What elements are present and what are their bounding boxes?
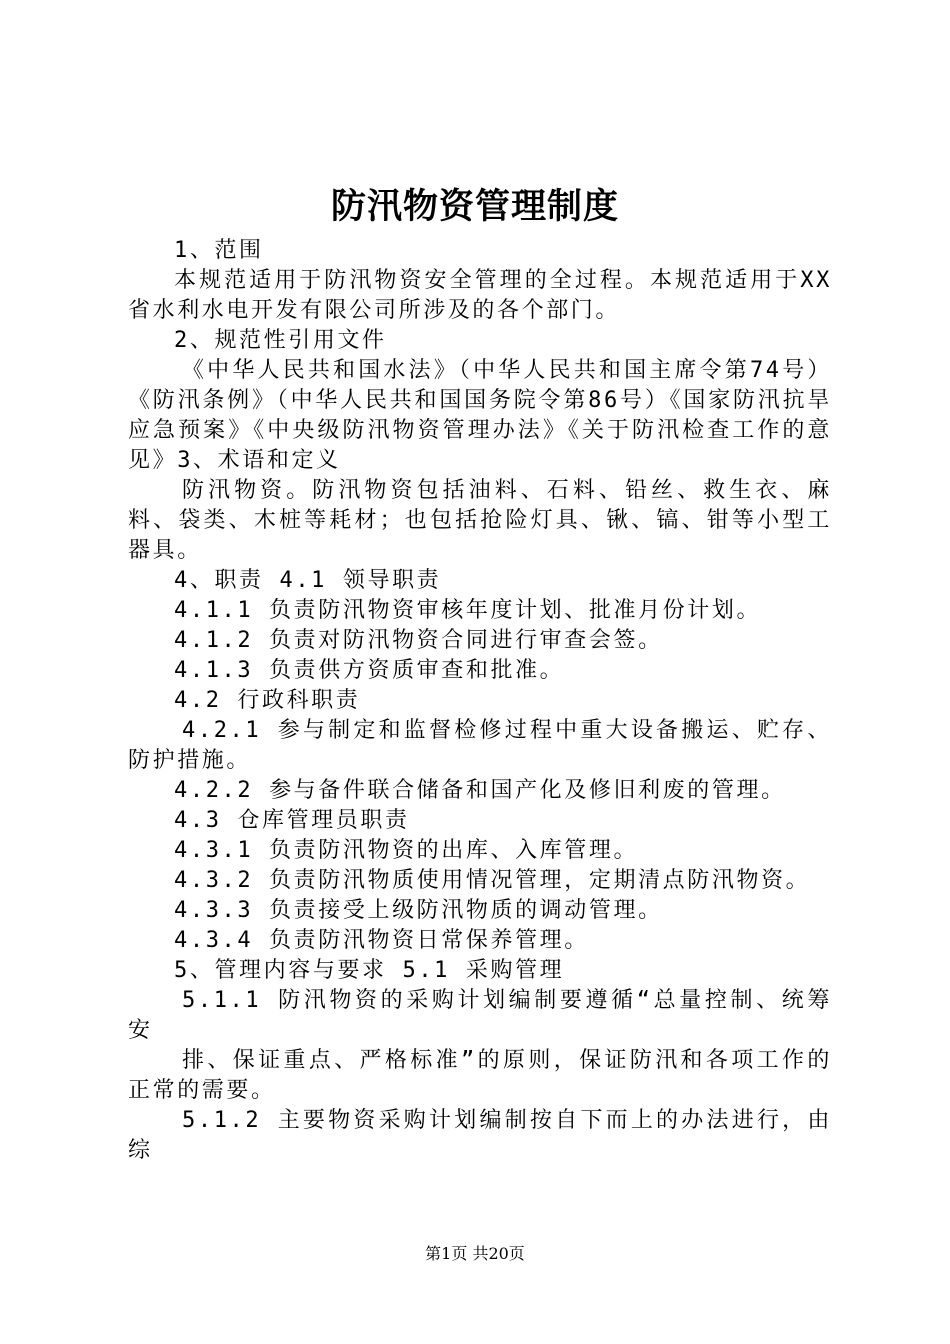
list-item-4-1-1: 4.1.1 负责防汛物资审核年度计划、批准月份计划。	[174, 598, 762, 623]
section-heading-management: 5、管理内容与要求 5.1 采购管理	[174, 958, 565, 983]
list-item-4-2-1: 4.2.1 参与制定和监督检修过程中重大设备搬运、贮存、防护措施。	[128, 718, 832, 773]
list-item-4-1-3: 4.1.3 负责供方资质审查和批准。	[174, 658, 565, 683]
paragraph-references: 《中华人民共和国水法》（中华人民共和国主席令第74号）《防汛条例》（中华人民共和国国务院令第86号）《国家防汛抗旱应急预案》《中央级防汛物资管理办法》《关于防汛检查工作的意见》3、术语和定义	[128, 358, 832, 473]
list-item-5-1-1: 5.1.1 防汛物资的采购计划编制要遵循“总量控制、统筹安	[128, 988, 832, 1043]
document-title: 防汛物资管理制度	[330, 187, 619, 227]
paragraph-definition: 防汛物资。防汛物资包括油料、石料、铅丝、救生衣、麻料、袋类、木桩等耗材；也包括抢险灯具、锹、镐、钳等小型工器具。	[128, 478, 832, 563]
paragraph-5-1-1-continued: 排、保证重点、严格标准”的原则，保证防汛和各项工作的正常的需要。	[128, 1048, 832, 1103]
document-body	[128, 236, 832, 1166]
page-footer: 第1页 共20页	[425, 1244, 525, 1263]
section-heading-scope: 1、范围	[174, 238, 264, 263]
section-heading-duties: 4、职责 4.1 领导职责	[174, 568, 442, 593]
subsection-heading-4-2: 4.2 行政科职责	[174, 688, 361, 713]
list-item-5-1-2: 5.1.2 主要物资采购计划编制按自下而上的办法进行，由综	[128, 1108, 832, 1163]
list-item-4-2-2: 4.2.2 参与备件联合储备和国产化及修旧利废的管理。	[174, 778, 786, 803]
list-item-4-3-1: 4.3.1 负责防汛物资的出库、入库管理。	[174, 838, 639, 863]
list-item-4-1-2: 4.1.2 负责对防汛物资合同进行审查会签。	[174, 628, 663, 653]
list-item-4-3-3: 4.3.3 负责接受上级防汛物质的调动管理。	[174, 898, 663, 923]
section-heading-references: 2、规范性引用文件	[174, 328, 387, 353]
subsection-heading-4-3: 4.3 仓库管理员职责	[174, 808, 410, 833]
list-item-4-3-2: 4.3.2 负责防汛物质使用情况管理，定期清点防汛物资。	[174, 868, 811, 893]
paragraph-scope: 本规范适用于防汛物资安全管理的全过程。本规范适用于XX省水利水电开发有限公司所涉及的各个部门。	[128, 268, 832, 323]
list-item-4-3-4: 4.3.4 负责防汛物资日常保养管理。	[174, 928, 589, 953]
